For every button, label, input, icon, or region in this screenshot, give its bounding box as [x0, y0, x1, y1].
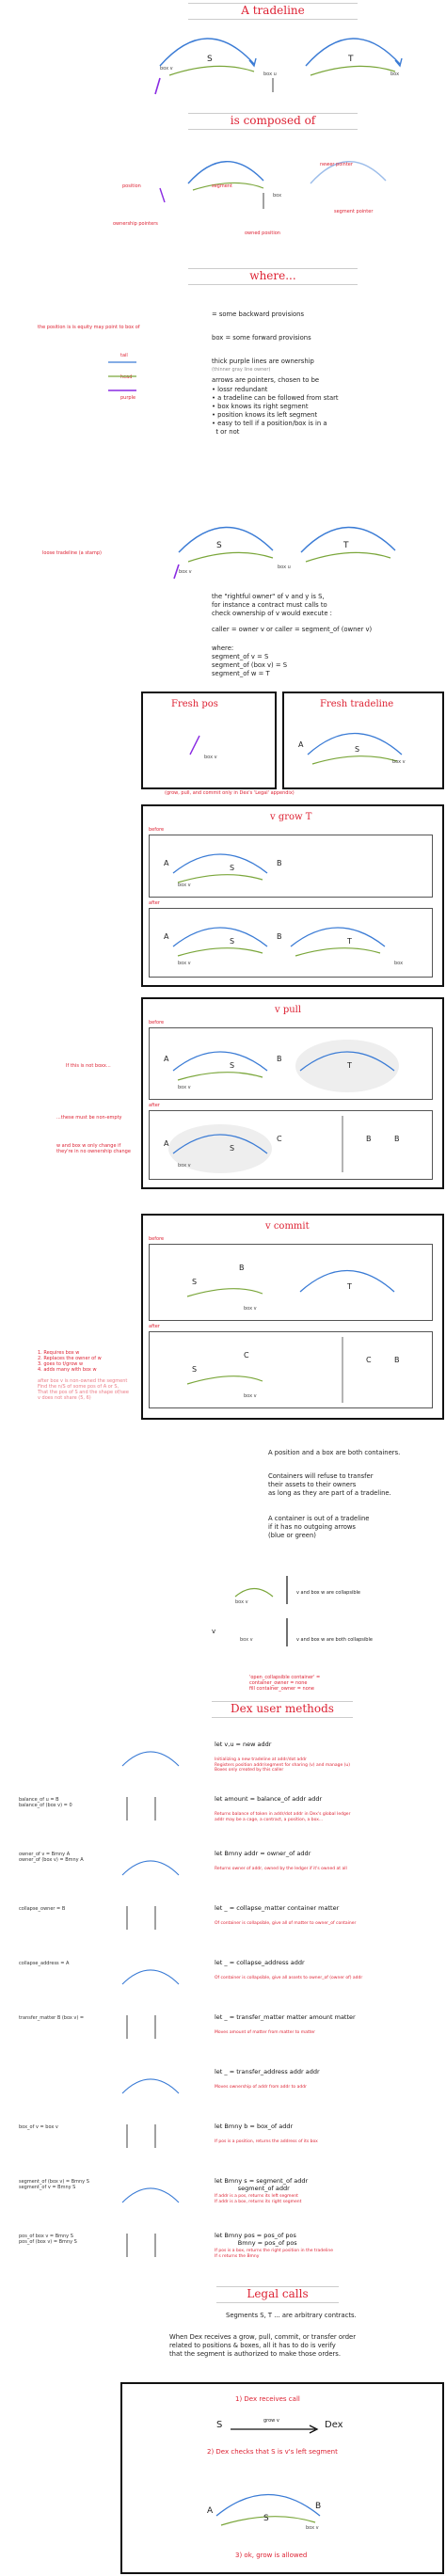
method-diagram — [113, 2006, 198, 2048]
pull-note-2: ...these must be non-empty — [56, 1115, 122, 1121]
label-box-v: box v — [244, 1393, 257, 1399]
heading-where: where... — [249, 269, 296, 282]
label-position: position — [122, 183, 141, 189]
loose-tradeline-note: loose tradeline (a stamp) — [42, 550, 102, 556]
label-segment-pointer: segment pointer — [334, 209, 374, 215]
label-S: S — [230, 864, 235, 872]
method-description: Returns balance of token in addr/dot addr in Dex's global ledger addr may be a cage, a contract, a position, a box... — [215, 1812, 351, 1822]
method-description: Moves amount of matter from matter to matter — [215, 2030, 315, 2035]
fresh-tradeline-panel — [282, 692, 444, 789]
heading-is-composed-of: is composed of — [230, 114, 316, 127]
bullet-item: • position knows its left segment — [212, 411, 318, 419]
label-purple: purple — [120, 395, 136, 401]
label-tail: tail — [120, 353, 128, 358]
label-Dex: Dex — [325, 2420, 343, 2430]
label-S: S — [230, 1061, 235, 1070]
label-A: A — [298, 740, 304, 749]
label-S: S — [192, 1365, 198, 1374]
method-signature: let amount = balance_of addr addr — [215, 1795, 323, 1803]
grow-before-frame — [149, 835, 433, 898]
where-line-3: thick purple lines are ownership — [212, 358, 314, 365]
label-S: S — [230, 937, 235, 946]
where-para-3: where: segment_of v = S segment_of (box v) = S segment_of w = T — [212, 644, 288, 677]
label-segment: segment — [212, 183, 232, 189]
pull-panel — [141, 997, 444, 1189]
label-C: C — [366, 1356, 372, 1364]
label-T: T — [347, 937, 352, 946]
where-line-1: = some backward provisions — [212, 310, 305, 318]
label-box-v: box v — [178, 1163, 191, 1169]
label-A: A — [164, 1139, 169, 1148]
commit-panel — [141, 1214, 444, 1420]
heading-fresh-tradeline: Fresh tradeline — [320, 699, 394, 709]
fresh-pos-diagram — [181, 726, 237, 773]
method-diagram — [113, 1842, 198, 1884]
containers-p3: A container is out of a tradeline if it has no outgoing arrows (blue or green) — [268, 1515, 370, 1539]
label-T: T — [343, 541, 349, 550]
label-box-v: box v — [306, 2525, 319, 2531]
heading-v-grow-t: v grow T — [270, 812, 312, 822]
pull-after-frame — [149, 1110, 433, 1180]
method-signature: let Bmny pos = pos_of pos Bmny = pos_of pos — [215, 2232, 297, 2247]
method-diagram — [113, 1951, 198, 1994]
label-B: B — [277, 859, 282, 867]
label-before: before — [149, 1020, 165, 1026]
label-B: B — [239, 1264, 245, 1272]
label-A: A — [164, 1055, 169, 1063]
collapsible-red-note: 'open_collapsible container' = container_owner = none fill container_owner = none — [249, 1675, 321, 1692]
label-box-v: box v — [235, 1599, 248, 1605]
label-B: B — [366, 1135, 372, 1143]
label-T: T — [347, 1061, 352, 1070]
label-box-v: box v — [178, 883, 191, 888]
pull-note-1: If this is not boxx... — [66, 1063, 111, 1069]
label-after: after — [149, 900, 160, 906]
method-diagram — [113, 1733, 198, 1775]
fresh-tradeline-diagram — [294, 722, 435, 778]
method-diagram — [113, 1897, 198, 1939]
method-description: Returns owner of addr, owned by the ledger if it's owned at all — [215, 1867, 347, 1871]
where-para-1: the "rightful owner" of v and y is S, for instance a contract must calls to check ownership of v would execute : — [212, 593, 332, 617]
method-description: Moves ownership of addr from addr to addr — [215, 2085, 307, 2090]
collapsible-c1: v and box w are collapsible — [296, 1590, 360, 1596]
label-C: C — [244, 1351, 249, 1360]
legal-p2: When Dex receives a grow, pull, commit, or transfer order related to positions & boxes, all it has to do is verify that the segment is authorized to make those orders. — [169, 2333, 356, 2358]
label-after: after — [149, 1324, 160, 1329]
method-signature: let Bmny s = segment_of addr segment_of addr — [215, 2177, 309, 2192]
label-box-v: box v — [244, 1306, 257, 1312]
label-newer-pointer: newer pointer — [320, 162, 353, 167]
label-B: B — [394, 1135, 400, 1143]
label-box-v: box v — [160, 66, 173, 72]
label-box: box — [394, 961, 404, 966]
method-example: transfer_matter B (box v) = — [19, 2015, 85, 2021]
label-box-v: box v — [179, 569, 192, 575]
containers-p2: Containers will refuse to transfer their assets to their owners as long as they are part of a tradeline. — [268, 1472, 391, 1497]
label-box-w: box — [390, 72, 400, 77]
label-head: head — [120, 374, 133, 380]
label-box-u: box u — [278, 564, 291, 570]
heading-v-pull: v pull — [275, 1005, 302, 1015]
pull-before-frame — [149, 1027, 433, 1100]
label-S: S — [216, 541, 222, 550]
label-v: v — [212, 1628, 216, 1635]
method-diagram — [113, 1788, 198, 1830]
method-example: balance_of u = B balance_of (box v) = 0 — [19, 1797, 72, 1808]
label-box-v: box v — [392, 759, 406, 765]
commit-note-1: 1. Requires box w 2. Replaces the owner of w 3. goes to t/grow w 4. adds many with box w — [38, 1350, 102, 1373]
label-after: after — [149, 1103, 160, 1108]
method-example: pos_of box v = Bmny S pos_of (box v) = Bmny S — [19, 2234, 77, 2245]
label-S: S — [355, 745, 360, 754]
method-description: If pos is a position, returns the address of its box — [215, 2139, 318, 2144]
label-T: T — [347, 1282, 352, 1291]
method-signature: let _ = collapse_address addr — [215, 1959, 305, 1966]
where-line-3b: (thinner gray line owner) — [212, 367, 271, 373]
label-box-v: box v — [240, 1637, 253, 1643]
bullet-item: t or not — [212, 428, 240, 436]
commit-before-frame — [149, 1244, 433, 1321]
bullet-item: • lossr redundant — [212, 386, 268, 393]
fresh-caption: (grow, pull, and commit only in Dex's 'Legal' appendix) — [165, 790, 295, 796]
method-signature: let _ = transfer_address addr addr — [215, 2068, 320, 2075]
grow-panel — [141, 804, 444, 987]
where-left-note: the position is is equity may point to box of — [38, 325, 140, 330]
heading-v-commit: v commit — [265, 1221, 310, 1232]
heading-dex-user-methods: Dex user methods — [231, 1702, 334, 1715]
bullet-item: • a tradeline can be followed from start — [212, 394, 339, 402]
label-B: B — [315, 2502, 322, 2511]
label-A: A — [164, 932, 169, 941]
legal-step-3: 3) ok, grow is allowed — [235, 2552, 308, 2559]
label-T: T — [348, 55, 354, 64]
arrow-legend — [108, 358, 146, 405]
where-line-2: box = some forward provisions — [212, 334, 311, 342]
label-A: A — [164, 859, 169, 867]
label-S: S — [192, 1278, 198, 1286]
label-S: S — [230, 1144, 235, 1153]
label-A: A — [207, 2506, 214, 2516]
legal-p1: Segments S, T ... are arbitrary contracts. — [226, 2312, 357, 2319]
method-description: Initializing a new tradeline at addr/dot addr Registers position addr/segment for sharing (v) and manage (u) Boxes only created by this caller — [215, 1757, 351, 1773]
method-description: Of container is collapsible, give all assets to owner_of (owner of) addr — [215, 1976, 363, 1980]
containers-p1: A position and a box are both containers. — [268, 1449, 401, 1456]
label-before: before — [149, 827, 165, 833]
fresh-pos-panel — [141, 692, 277, 789]
method-signature: let _ = transfer_matter matter amount matter — [215, 2013, 356, 2021]
method-example: segment_of (box v) = Bmny S segment_of v = Bmny S — [19, 2179, 89, 2190]
label-B: B — [277, 932, 282, 941]
where-bullets — [212, 386, 339, 437]
heading-fresh-pos: Fresh pos — [171, 699, 218, 709]
label-C: C — [277, 1135, 282, 1143]
label-box-u: box u — [263, 72, 277, 77]
heading-legal-calls: Legal calls — [247, 2287, 309, 2300]
label-box-v: box v — [204, 755, 217, 760]
label-box-v: box v — [178, 1085, 191, 1090]
commit-after-frame — [149, 1331, 433, 1408]
label-before: before — [149, 1236, 165, 1242]
heading-a-tradeline: A tradeline — [241, 4, 305, 17]
bullet-item: • easy to tell if a position/box is in a — [212, 420, 327, 427]
method-example: collapse_owner = B — [19, 1906, 66, 1912]
collapsible-c2: v and box w are both collapsible — [296, 1637, 373, 1643]
label-S: S — [263, 2514, 269, 2523]
label-B: B — [394, 1356, 400, 1364]
legal-step-2: 2) Dex checks that S is v's left segment — [207, 2448, 338, 2456]
method-diagram — [113, 2224, 198, 2266]
label-S: S — [207, 55, 213, 64]
method-example: box_of v = box v — [19, 2124, 58, 2130]
bullet-item: • box knows its right segment — [212, 403, 309, 410]
method-example: owner_of v = Bmny A owner_of (box v) = Bmny A — [19, 1852, 84, 1863]
label-owned-position: owned position — [245, 231, 280, 236]
method-diagram — [113, 2060, 198, 2103]
method-diagram — [113, 2170, 198, 2212]
label-grow-v: grow v — [263, 2418, 279, 2424]
label-B: B — [277, 1055, 282, 1063]
grow-arrow — [231, 2422, 325, 2441]
legal-tradeline-diagram — [198, 2473, 386, 2539]
method-signature: let v,u = new addr — [215, 1741, 272, 1748]
method-description: If addr is a pos, returns its left segment If addr is a box, returns its right segment — [215, 2194, 302, 2204]
method-signature: let _ = collapse_matter container matter — [215, 1904, 340, 1912]
label-box: box — [273, 193, 282, 199]
method-diagram — [113, 2115, 198, 2157]
legal-calls-panel — [120, 2382, 444, 2574]
label-S: S — [216, 2420, 223, 2430]
pull-note-3: w and box w only change if they're in no ownership change — [56, 1143, 131, 1154]
commit-note-2: after box v is non-owned the segment Find the n/S of some pos of A or S, That the pos of S and the shape of/see v does not share (5, 6) — [38, 1378, 129, 1401]
method-signature: let Bmny addr = owner_of addr — [215, 1850, 311, 1857]
where-line-4: arrows are pointers, chosen to be — [212, 376, 320, 384]
where-para-2: caller = owner v or caller = segment_of (owner v) — [212, 626, 373, 633]
method-example: collapse_address = A — [19, 1961, 70, 1966]
label-box-v: box v — [178, 961, 191, 966]
method-description: Of container is collapsible, give all of matter to owner_of container — [215, 1921, 357, 1926]
method-description: If pos is a box, returns the right position in the tradeline If s returns the Bmny — [215, 2249, 334, 2259]
legal-step-1: 1) Dex receives call — [235, 2395, 300, 2403]
grow-after-frame — [149, 908, 433, 978]
method-signature: let Bmny b = box_of addr — [215, 2123, 294, 2130]
label-ownership-pointers: ownership pointers — [113, 221, 158, 227]
